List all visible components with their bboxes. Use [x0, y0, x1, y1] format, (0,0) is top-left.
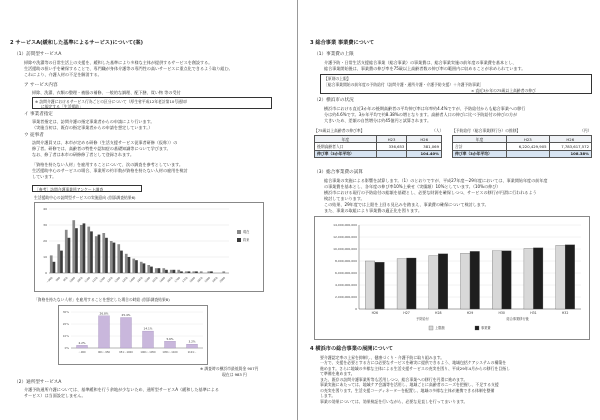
x-tick-label: H31 — [530, 311, 537, 315]
x-tick-label: 901～950 — [97, 351, 111, 354]
table-cell: 合計 — [453, 143, 507, 150]
bar — [143, 331, 154, 348]
r-subsection-2-title: （2）横浜市の状況 — [314, 98, 354, 103]
x-tick-label: 1101～ — [187, 351, 197, 354]
r-sub3-line: 横浜市における現行の予防給付の総額を基礎とし、必要な財源を確保しつつ、サービスの移行が円滑に行われるよう — [324, 189, 537, 195]
table-cell: 7,783,617,572 — [549, 143, 591, 150]
reference-label-box — [32, 185, 142, 192]
x-tick-label: 1200 — [99, 276, 106, 284]
bar — [173, 270, 176, 273]
x-tick-label: 1450 — [136, 276, 144, 284]
intro-line: これにより、介護人材の不足を解消する。 — [24, 71, 102, 77]
table-a-unit: （人） — [432, 128, 444, 133]
x-tick-label: 1300 — [114, 276, 121, 284]
x-tick-label: 1600 — [159, 276, 166, 284]
item-u-line: なお、修了者は本市の研修修了者として登録されます。 — [32, 151, 135, 157]
intro-line: 掃除や洗濯等の日常生活上の支援を、緩和した基準により多様な主体が提供するサービスを創設する。 — [24, 60, 213, 65]
y-tick-label: 8,000,000,000 — [335, 259, 357, 263]
x-tick-label: 1250 — [106, 276, 114, 284]
bar — [502, 251, 512, 309]
item-u-title: ウ 従事者 — [24, 133, 44, 138]
x-tick-label: 2000 — [219, 276, 226, 284]
quote-line: 「資格を持たない人材」を雇用することについて、次の調査を参考としています。 — [32, 162, 183, 167]
x-tick-label: 1500 — [144, 276, 151, 284]
quote-paragraph — [32, 162, 292, 180]
table-cell: 381,069 — [407, 143, 442, 150]
intro-paragraph — [24, 60, 294, 78]
bar — [50, 255, 53, 273]
bar — [177, 270, 180, 273]
bar — [222, 271, 225, 273]
x-tick-label: 1750 — [181, 276, 189, 284]
bar — [210, 271, 213, 273]
table-cell — [507, 150, 549, 157]
r-sub1-line: 介護予防・日常生活支援総合事業（総合事業）の事業費は、総合事業実施の前年度の事業費を基本とし、 — [324, 60, 517, 65]
intro-line: 生活援助の担い手を確保することで、専門職が身体介護等の専門性の高いサービスに重点化できるよう取り組む。 — [24, 65, 233, 71]
table-cell: 6,220,429,905 — [507, 143, 549, 150]
bar — [83, 223, 86, 273]
bar — [195, 271, 198, 273]
bar — [128, 257, 131, 273]
table-row — [453, 136, 592, 143]
bar — [121, 318, 132, 348]
item-a-note-box — [32, 97, 272, 109]
bar — [60, 251, 63, 273]
bar — [429, 256, 439, 309]
r-subsection-1-paragraph — [324, 60, 592, 72]
chart-wage-distribution-svg — [35, 203, 265, 293]
bar — [140, 262, 143, 273]
x-tick-label: 1100 — [84, 276, 91, 284]
item-i-line: 事業者指定は、訪問介護の指定事業者からの申請により行います。 — [32, 119, 155, 124]
table-cell: 104.40% — [407, 150, 442, 157]
data-label: 26.8% — [99, 311, 109, 316]
bar — [565, 245, 575, 309]
y-tick-label: 10 — [43, 255, 47, 259]
x-tick-label: 1900 — [204, 276, 211, 284]
table-elderly-growth — [314, 135, 442, 158]
item-a-note-2: に規定する「生活援助」 — [41, 104, 83, 109]
y-tick-label: 0 — [45, 271, 47, 275]
x-tick-label: 1550 — [151, 276, 159, 284]
table-cell: 336,653 — [376, 143, 407, 150]
chart-hourly-wage-svg — [59, 306, 209, 366]
item-u-line: 修了者。研修では、高齢者の特性や認知症の基礎知識等について学びます。 — [32, 145, 171, 151]
bar — [68, 238, 71, 273]
bar — [110, 241, 113, 273]
bar — [188, 271, 191, 273]
s4-line: 事業の効果については、効果検証を行いながら、必要な見直しを行ってまいります。 — [320, 398, 468, 404]
bar — [165, 341, 176, 348]
x-tick-label: H29 — [466, 311, 474, 315]
bar — [117, 244, 120, 273]
table-cell — [376, 150, 407, 157]
x-tick-label: H32 — [561, 311, 569, 315]
s4-line: 事業実施にあたっては、地域ケア会議等を活用し、地域ごとに高齢者のニーズを把握し、不足する支援 — [320, 382, 499, 388]
quote-line: 生活援助中心のサービスの場合、事業所の約半数が資格を持たない人材の雇用を検討 — [32, 167, 188, 173]
bar — [80, 225, 83, 273]
x-tick-label: 950 — [62, 276, 69, 283]
x-tick-label: 1050 — [76, 276, 84, 284]
bar — [150, 267, 153, 273]
bar — [192, 271, 195, 273]
right-column — [300, 0, 598, 420]
r-sub3-line: また、事業の取組により事業費の適正化を図ります。 — [324, 207, 422, 213]
bar — [132, 259, 135, 273]
r-sub3-line: 総合事業の実施による影響を試算します。（1）のとおりですが、平成27年度〜29年度においては、事業開始年度の前年度 — [324, 178, 548, 183]
y-tick-label: 14,000,000,000 — [333, 223, 357, 227]
item-a-text: 掃除、洗濯、衣類の整理・被服の補修、一般的な調理、配下膳、買い物 等の受付 — [32, 90, 181, 95]
formula-box — [320, 74, 592, 94]
table-a-caption: 【75歳以上高齢者の伸び率】 — [314, 128, 365, 133]
bar — [120, 251, 123, 273]
s4-line: て準備を進めます。 — [320, 371, 355, 377]
chart-hourly-wage — [58, 305, 208, 365]
bar — [187, 344, 198, 348]
bar — [407, 258, 417, 309]
table-cell: 108.38% — [549, 150, 591, 157]
table-cell: 伸び率（3か年平均） — [453, 150, 507, 157]
chart-project-cost-svg — [315, 217, 591, 341]
y-tick-label: 20% — [62, 322, 69, 326]
x-tick-label: ～900 — [78, 351, 86, 354]
item-i-line: （実施当初は、既存の指定事業者からの申請を想定しています。） — [32, 124, 153, 130]
bar — [180, 271, 183, 273]
table-b-caption: 【予防給付（総合事業移行分）の推移】 — [452, 128, 521, 133]
bar — [492, 251, 502, 309]
bar — [102, 233, 105, 273]
table-cell: H23 — [376, 136, 407, 143]
item-u-line: 訪問介護員又は、本市が定める研修（生活支援サービス従事者研修（仮称））の — [32, 140, 178, 145]
y-tick-label: 30% — [62, 310, 69, 314]
table-cell: 後期高齢者人口 — [315, 143, 377, 150]
data-label: 14.1% — [143, 326, 153, 331]
x-tick-label: 1350 — [121, 276, 129, 284]
table-b-unit: （円） — [580, 128, 592, 133]
item-a-note: ※ 訪問介護におけるサービス行為ごとの区分について（厚生省平成12年老計第10号通知） — [35, 99, 190, 104]
legend-label: 将来 — [243, 238, 250, 242]
x-tick-label: 1001～1050 — [140, 351, 156, 354]
x-tick-label: 1051～1100 — [162, 351, 178, 354]
bar — [207, 271, 210, 273]
chart-project-cost — [314, 216, 590, 340]
x-tick-label: H30 — [498, 311, 505, 315]
y-tick-label: 0% — [64, 346, 69, 350]
s4-line: の充実を図ります。生活支援コーディネーターを配置し、地域の多様な主体が連携できる体制を整備 — [320, 387, 495, 393]
r-sub2-line: 大きいため、差額の自然増分は約45億円と試算されます。 — [324, 117, 432, 123]
bar — [185, 271, 188, 273]
legend-label: 上限額 — [435, 326, 445, 330]
bar — [72, 220, 75, 273]
y-tick-label: 0 — [355, 307, 357, 311]
bar — [135, 260, 138, 273]
bar — [143, 263, 146, 273]
table-cell: 伸び率（3か年平均） — [315, 150, 377, 157]
section-2-title: 2 サービスA(緩和した基準によるサービス)について(案) — [10, 40, 143, 46]
r-sub3-line: この結果、29年度では上限を上回る見込みを踏まえ、事業費の確保について検討します。 — [324, 201, 489, 207]
formula-text-2: × 直近3か年の75歳以上高齢者の伸び — [471, 88, 536, 93]
x-tick-label: H28 — [435, 311, 442, 315]
y-tick-label: 10,000,000,000 — [333, 247, 357, 251]
y-tick-label: 20 — [43, 239, 47, 243]
left-column — [0, 0, 298, 420]
bar — [147, 265, 150, 273]
foot-note: ※ 調査時の横浜市最低賃金 907円 — [200, 366, 259, 371]
x-tick-label: 1150 — [91, 276, 99, 284]
s4-line: 進めます。さらに地域の多様な主体による生活支援サービスの充実を図り、平成29年4月からの移行を目指し — [320, 365, 510, 371]
data-label: 5.6% — [166, 336, 174, 341]
x-tick-label: 1000 — [69, 276, 76, 284]
bar — [105, 238, 108, 273]
x-tick-label: H26 — [371, 311, 379, 315]
x-tick-label: H27 — [403, 311, 410, 315]
table-row — [315, 150, 442, 157]
r-subsection-2-paragraph — [324, 106, 592, 124]
r-sub3-line: 検討してまいります。 — [324, 195, 365, 201]
x-tick-label: 1950 — [211, 276, 219, 284]
section-4-paragraph — [320, 355, 592, 404]
bar — [365, 261, 375, 309]
table-row — [315, 136, 442, 143]
x-tick-label: ～900 — [45, 276, 54, 285]
r-sub2-line: 分は約4.6%です。3か年平均で約8.38%の増となります。高齢者人口の伸びに比べ予防給付の伸びの方が — [324, 111, 518, 117]
bar — [65, 230, 68, 273]
bar — [75, 228, 78, 273]
x-tick-label: 1700 — [174, 276, 181, 284]
table-benefit-growth — [452, 135, 592, 158]
chart2-caption: 「資格を持たない人材」を雇用することを想定した場合の時給 (別添調査結果8) — [34, 297, 170, 302]
bar — [438, 254, 448, 309]
data-label: 25.4% — [121, 313, 131, 318]
table-row — [315, 143, 442, 150]
foot-note-2: 現在は 983 円 — [222, 372, 247, 377]
bar — [57, 244, 60, 273]
item-i-title: イ 事業者指定 — [24, 112, 54, 117]
bar — [162, 268, 165, 273]
subsection-2-line: サービス）は当面設定しません。 — [24, 392, 86, 398]
bar — [556, 245, 566, 309]
bar — [524, 248, 534, 309]
group-label: 予防給付 — [416, 317, 429, 321]
bar — [125, 254, 128, 273]
bar — [99, 316, 110, 348]
r-sub3-line: の事業費を基本とし、各年度の伸び率10%上乗せ（実績額）10%としています。（10%の伸び） — [324, 183, 501, 189]
section-4-title: 4 横浜市の総合事業の展開について — [310, 346, 394, 352]
subsection-1-title: （1）訪問型サービスA — [14, 52, 62, 57]
item-i-paragraph — [32, 119, 292, 131]
bar — [460, 253, 470, 309]
table-cell: 年度 — [315, 136, 377, 143]
chart1-caption: 生活援助中心の訪問型サービスの実施意向 (別添調査結果6) — [34, 195, 136, 200]
s4-line: します。 — [320, 393, 336, 399]
data-label: 2.2% — [78, 340, 86, 345]
bar — [170, 270, 173, 273]
bar — [113, 243, 116, 273]
bar — [155, 268, 158, 273]
table-cell: H26 — [407, 136, 442, 143]
bar — [53, 262, 56, 273]
quote-line: しています。 — [32, 173, 57, 179]
bar — [77, 345, 88, 348]
r-subsection-1-title: （1）事業費の上限 — [314, 52, 354, 57]
bar — [87, 227, 90, 273]
y-tick-label: 10% — [62, 334, 69, 338]
item-a-title: ア サービス内容 — [24, 83, 58, 88]
item-u-paragraph — [32, 140, 292, 158]
bar — [397, 259, 407, 309]
bar — [470, 251, 480, 309]
formula-text: ［総合事業開始の前年度の予防給付（訪問介護・通所介護・介護予防支援）＋介護予防事業］ — [324, 82, 484, 87]
legend-label: 現在 — [243, 230, 250, 234]
table-row — [453, 150, 592, 157]
y-tick-label: 4,000,000,000 — [335, 283, 357, 287]
r-subsection-3-title: （3）総合事業費の試算 — [314, 170, 363, 175]
y-tick-label: 30 — [43, 223, 47, 227]
bar — [158, 268, 161, 273]
subsection-2-paragraph — [24, 387, 294, 399]
r-sub2-line: 横浜市における直近3か年の後期高齢者の平均伸び率は年率約4.4%ですが、予防給付からも総合事業への移行 — [324, 106, 526, 111]
bar — [165, 270, 168, 273]
legend-swatch — [237, 230, 241, 234]
subsection-2-line: 介護予防通所介護については、基準緩和を行う余地が少ないため、通所型サービスA（緩和した基準による — [24, 387, 219, 392]
legend-swatch — [429, 326, 433, 330]
y-tick-label: 2,000,000,000 — [335, 295, 357, 299]
formula-label: 【原則の上限】 — [324, 76, 351, 81]
chart-wage-distribution — [34, 202, 264, 292]
group-label: 総合事業移行後 — [506, 317, 529, 321]
bar — [95, 236, 98, 273]
bar — [200, 271, 203, 273]
table-row — [453, 143, 592, 150]
subsection-2-title: （2）通所型サービスA — [14, 380, 62, 385]
reference-label: ［参考］訪問介護事業所アンケート調査 — [35, 187, 104, 192]
y-tick-label: 6,000,000,000 — [335, 271, 357, 275]
table-cell: H26 — [549, 136, 591, 143]
r-sub1-line: 総合事業開始後は、事業費の伸び率を75歳以上高齢者数の伸び率の範囲内に収めることが求められています。 — [324, 65, 526, 71]
bar — [90, 231, 93, 273]
x-tick-label: 1850 — [196, 276, 204, 284]
x-tick-label: 1800 — [189, 276, 196, 284]
r-subsection-3-paragraph — [324, 178, 592, 214]
x-tick-label: 1650 — [166, 276, 174, 284]
s4-line: 一方で、支援を必要とする方には必要なサービスを確実に提供できるよう、地域包括ケアシステムの構築を — [320, 360, 507, 366]
s4-line: 要介護認定率の上昇を抑制し、健康づくり・介護予防に取り組みます。 — [320, 355, 445, 360]
legend-label: 事業費 — [481, 326, 491, 330]
legend-swatch — [475, 326, 479, 330]
data-label: 3.2% — [188, 339, 196, 344]
s4-line: また、既存の訪問介護事業所等も活用しつつ、総合事業への移行を円滑に進めます。 — [320, 376, 468, 382]
y-tick-label: 12,000,000,000 — [333, 235, 357, 239]
bar — [98, 235, 101, 273]
x-tick-label: 1400 — [129, 276, 136, 284]
y-tick-label: 40 — [43, 207, 47, 211]
table-cell: 年度 — [453, 136, 507, 143]
table-cell: H23 — [507, 136, 549, 143]
x-tick-label: 900 — [55, 276, 61, 283]
x-tick-label: 951～1000 — [119, 351, 133, 354]
bar — [375, 262, 385, 309]
bar — [533, 248, 543, 309]
legend-swatch — [237, 238, 241, 242]
section-3-title: 3 総合事業 事業費について — [310, 40, 375, 46]
